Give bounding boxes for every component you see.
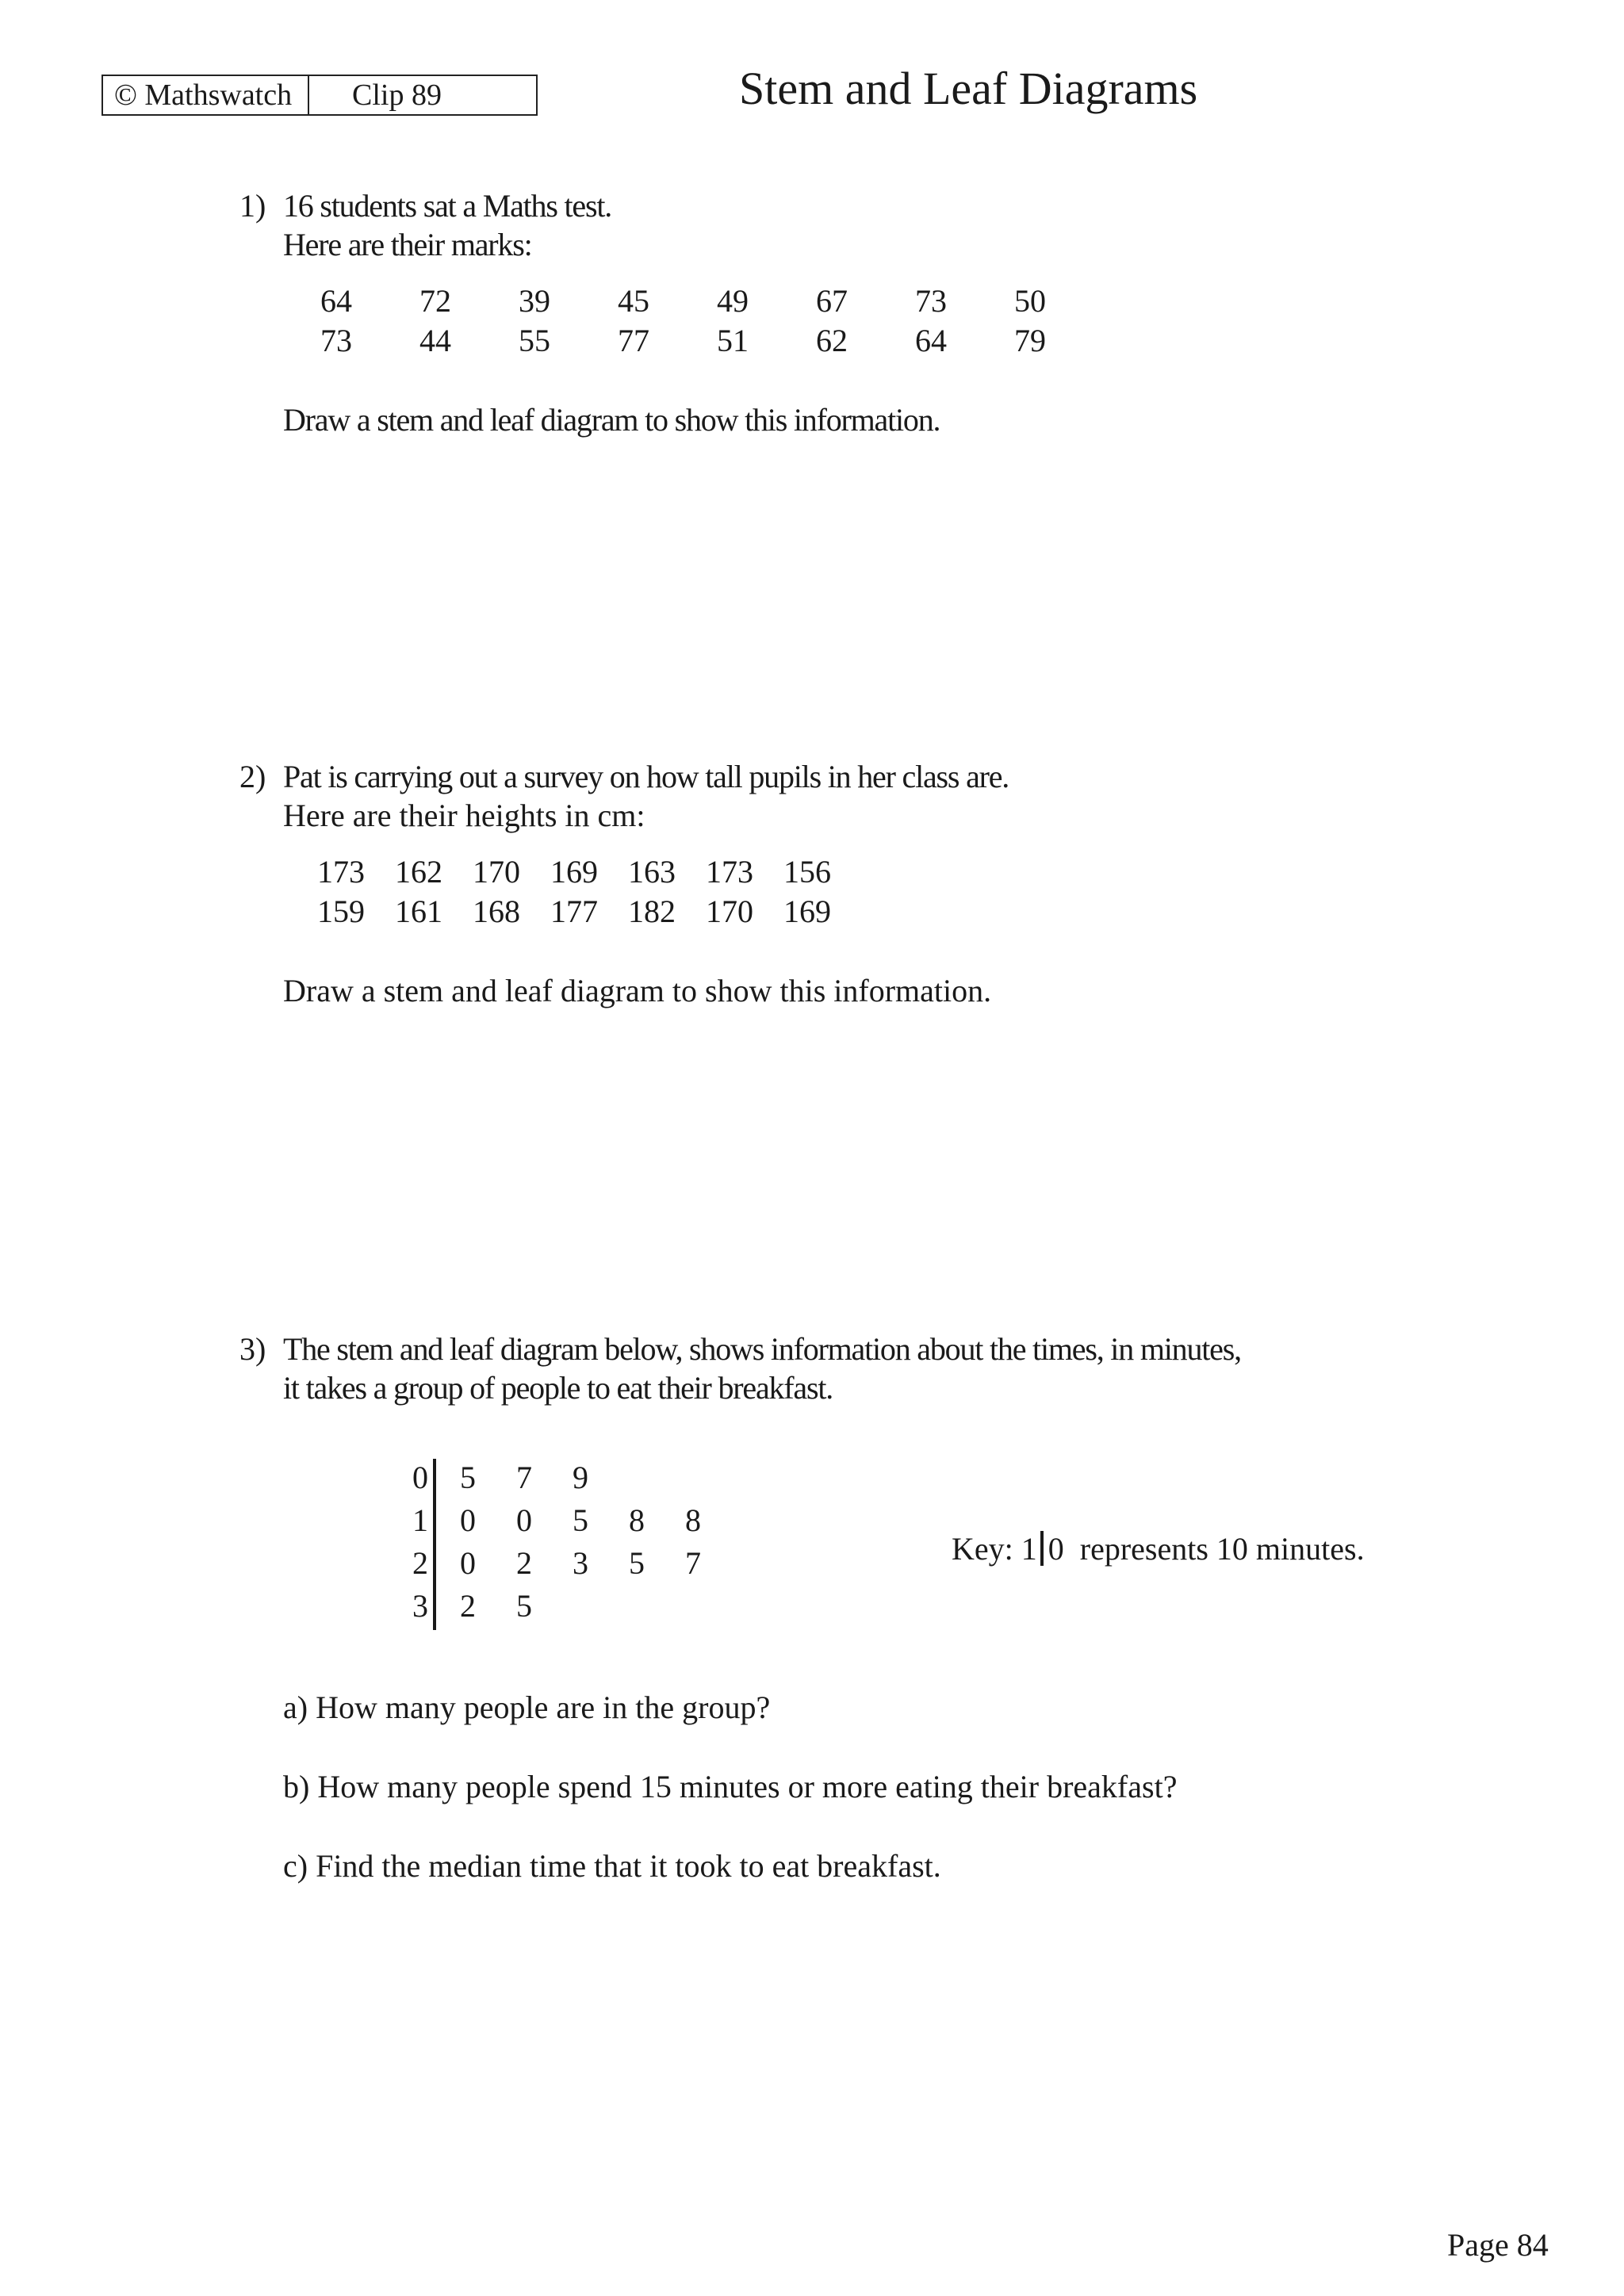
q1-mark: 50 — [1014, 283, 1046, 319]
q2-height: 161 — [395, 894, 442, 929]
q2-height: 177 — [550, 894, 598, 929]
q1-mark: 44 — [419, 323, 451, 358]
leaf-value: 8 — [685, 1502, 701, 1538]
leaf-value: 2 — [516, 1545, 532, 1581]
q1-mark: 77 — [618, 323, 649, 358]
q2-height: 156 — [783, 854, 831, 890]
clip-header-box — [102, 75, 538, 116]
q2-instruction: Draw a stem and leaf diagram to show this information. — [283, 973, 992, 1008]
key-prefix: Key: 1 — [952, 1531, 1037, 1567]
leaf-value: 5 — [573, 1502, 588, 1538]
copyright-label: © Mathswatch — [103, 76, 309, 114]
key-divider — [1040, 1531, 1044, 1566]
q1-mark: 73 — [915, 283, 947, 319]
leaf-value: 0 — [460, 1502, 476, 1538]
q2-line1: Pat is carrying out a survey on how tall pupils in her class are. — [283, 759, 1009, 794]
q1-number: 1) — [239, 188, 266, 224]
q3-line1: The stem and leaf diagram below, shows information about the times, in minutes, — [283, 1331, 1241, 1367]
q2-height: 168 — [473, 894, 520, 929]
leaf-value: 9 — [573, 1460, 588, 1495]
q1-instruction: Draw a stem and leaf diagram to show this information. — [283, 402, 940, 438]
leaf-value: 5 — [629, 1545, 645, 1581]
key-suffix: 0 represents 10 minutes. — [1048, 1531, 1365, 1567]
leaf-value: 3 — [573, 1545, 588, 1581]
q3-line2: it takes a group of people to eat their breakfast. — [283, 1370, 833, 1406]
q1-mark: 79 — [1014, 323, 1046, 358]
leaf-value: 5 — [516, 1588, 532, 1624]
q2-height: 162 — [395, 854, 442, 890]
q3-number: 3) — [239, 1331, 266, 1367]
stem-value: 3 — [412, 1588, 428, 1624]
leaf-value: 2 — [460, 1588, 476, 1624]
q1-line1: 16 students sat a Maths test. — [283, 188, 612, 224]
q3-part-c: c) Find the median time that it took to eat breakfast. — [283, 1848, 941, 1884]
diagram-key — [952, 1530, 1365, 1567]
q1-mark: 55 — [519, 323, 550, 358]
q1-mark: 64 — [915, 323, 947, 358]
q2-height: 173 — [317, 854, 365, 890]
q2-height: 170 — [473, 854, 520, 890]
q2-number: 2) — [239, 759, 266, 794]
leaf-value: 5 — [460, 1460, 476, 1495]
q2-height: 170 — [706, 894, 753, 929]
q1-marks-row1 — [301, 282, 1094, 320]
q1-mark: 72 — [419, 283, 451, 319]
q1-mark: 62 — [816, 323, 848, 358]
q2-heights-row2 — [317, 893, 861, 930]
q2-height: 169 — [783, 894, 831, 929]
page-title: Stem and Leaf Diagrams — [739, 63, 1198, 114]
q1-line2: Here are their marks: — [283, 227, 532, 262]
q2-height: 169 — [550, 854, 598, 890]
stem-value: 2 — [412, 1545, 428, 1581]
stem-divider — [433, 1459, 436, 1630]
q2-height: 163 — [628, 854, 676, 890]
clip-label: Clip 89 — [352, 78, 442, 112]
q2-height: 182 — [628, 894, 676, 929]
q3-part-a: a) How many people are in the group? — [283, 1689, 771, 1725]
q3-part-b: b) How many people spend 15 minutes or more eating their breakfast? — [283, 1769, 1178, 1804]
q1-mark: 45 — [618, 283, 649, 319]
q1-mark: 67 — [816, 283, 848, 319]
q1-mark: 64 — [320, 283, 352, 319]
leaf-value: 7 — [685, 1545, 701, 1581]
q1-marks-row2 — [301, 322, 1094, 359]
leaf-value: 0 — [460, 1545, 476, 1581]
stem-value: 0 — [412, 1460, 428, 1495]
leaf-value: 8 — [629, 1502, 645, 1538]
q1-mark: 49 — [717, 283, 749, 319]
q1-mark: 51 — [717, 323, 749, 358]
q1-mark: 73 — [320, 323, 352, 358]
q2-height: 159 — [317, 894, 365, 929]
leaf-value: 7 — [516, 1460, 532, 1495]
q2-line2: Here are their heights in cm: — [283, 798, 645, 833]
stem-value: 1 — [412, 1502, 428, 1538]
q2-height: 173 — [706, 854, 753, 890]
q2-heights-row1 — [317, 853, 861, 890]
leaf-value: 0 — [516, 1502, 532, 1538]
q1-mark: 39 — [519, 283, 550, 319]
page-number: Page 84 — [1447, 2227, 1549, 2263]
